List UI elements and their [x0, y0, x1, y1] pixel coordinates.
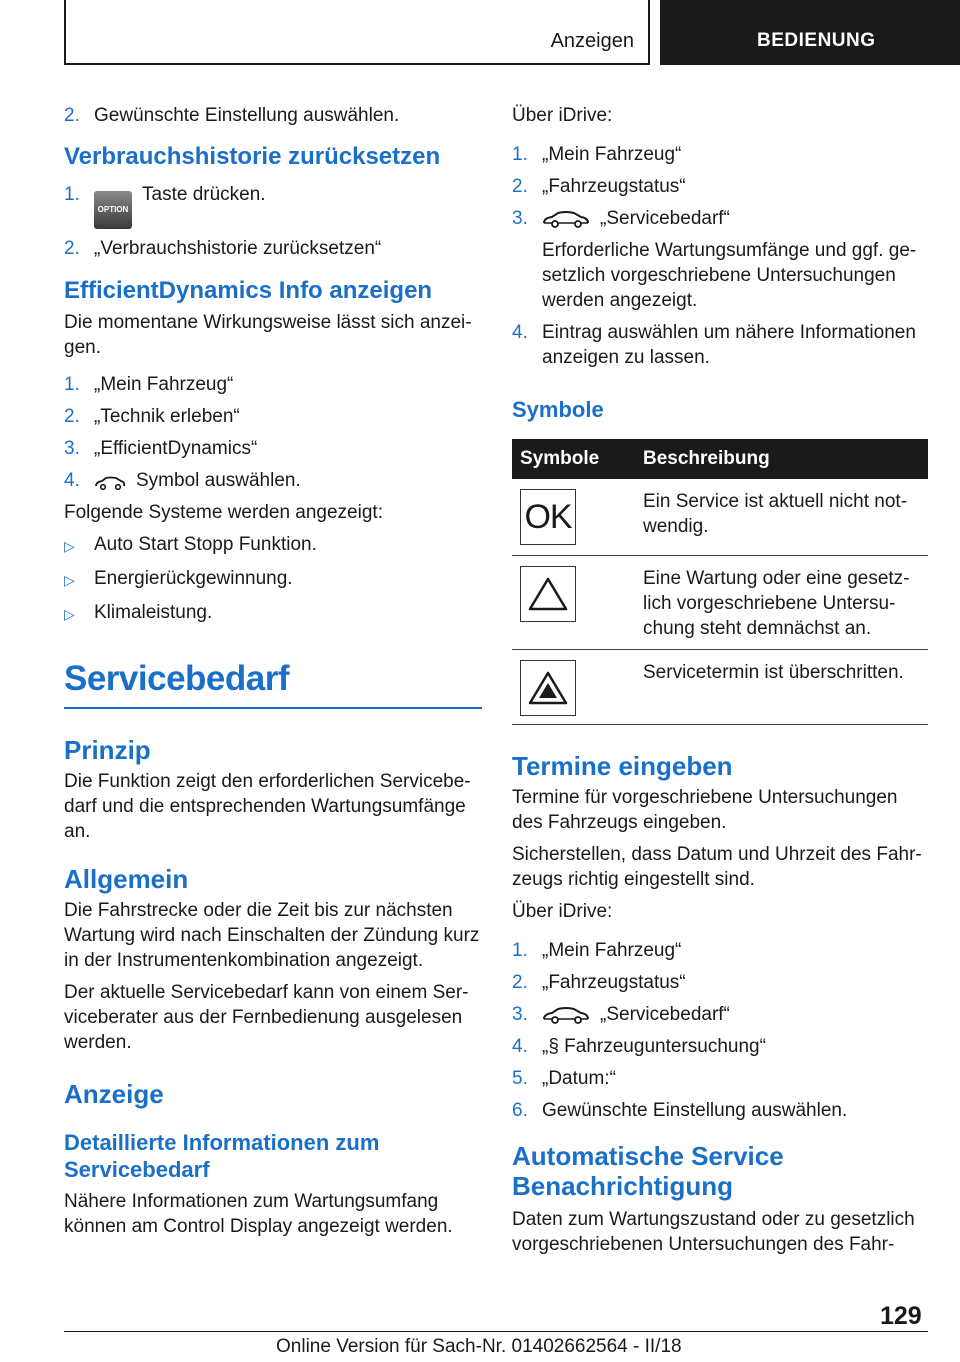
verbrauch-steps — [64, 182, 482, 261]
table-header-symbole: Symbole — [512, 439, 635, 479]
idrive-label-2: Über iDrive: — [512, 900, 613, 922]
systems-list — [64, 532, 482, 627]
efficient-steps — [64, 372, 482, 493]
heading-efficientdynamics: EfficientDynamics Info anzeigen — [64, 277, 433, 304]
table-row — [512, 479, 928, 555]
list-item: 3. „Servicebedarf“ Erforderliche Wartungsumfänge und ggf. gesetzlich vorgeschriebene Untersuchungen werden angezeigt. — [512, 206, 928, 313]
right-column — [512, 103, 928, 1264]
termine-steps — [512, 938, 928, 1123]
page-number: 129 — [880, 1302, 922, 1330]
warning-triangle-filled-icon — [520, 660, 576, 716]
option-button-icon: OPTION — [94, 191, 132, 229]
ok-icon: OK — [520, 489, 576, 545]
heading-symbole: Symbole — [512, 397, 604, 422]
header-section-label: Anzeigen — [550, 30, 634, 52]
section-rule — [64, 707, 482, 709]
car-icon — [94, 476, 126, 490]
heading-termine-eingeben: Termine eingeben — [512, 750, 733, 781]
warning-triangle-icon — [520, 566, 576, 622]
table-header-beschreibung: Beschreibung — [635, 439, 928, 479]
car-icon — [542, 210, 590, 228]
list-item: 1. „Mein Fahrzeug“ — [512, 144, 682, 165]
list-item: 1. „Mein Fahrzeug“ — [512, 939, 682, 961]
list-item: 2. „Technik erleben“ — [64, 406, 240, 427]
heading-prinzip: Prinzip — [64, 735, 151, 765]
heading-allgemein: Allgemein — [64, 864, 189, 894]
header-section-tab — [64, 0, 650, 65]
heading-anzeige: Anzeige — [64, 1079, 164, 1109]
list-item: 2. Gewünschte Einstellung auswählen. — [64, 105, 400, 126]
list-item: 6. Gewünschte Einstellung auswählen. — [512, 1099, 848, 1121]
heading-automatische-benachrichtigung: Automatische Service Benachrichtigung — [512, 1140, 784, 1201]
symbols-table — [512, 439, 928, 725]
prinzip-text: Die Funktion zeigt den erforderlichen Servicebedarf und die entsprechenden Wartungsumfänge an. — [64, 771, 471, 842]
list-item: 4. Eintrag auswählen um nähere Informationen anzeigen zu lassen. — [512, 322, 916, 368]
left-column — [64, 103, 482, 1246]
list-item: 2. „Fahrzeugstatus“ — [512, 176, 686, 197]
list-item: 3. „EfficientDynamics“ — [64, 438, 258, 459]
heading-verbrauchshistorie: Verbrauchshistorie zurücksetzen — [64, 143, 441, 170]
list-item: 2. „Verbrauchshistorie zurücksetzen“ — [64, 238, 382, 259]
list-item: ▷ Klimaleistung. — [64, 602, 213, 623]
idrive-label-1: Über iDrive: — [512, 105, 613, 126]
termine-text-2: Sicherstellen, dass Datum und Uhrzeit des Fahrzeugs richtig eingestellt sind. — [512, 843, 922, 890]
systems-intro: Folgende Systeme werden angezeigt: — [64, 502, 383, 523]
header-chapter-label: BEDIENUNG — [757, 30, 876, 51]
termine-text-1: Termine für vorgeschriebene Untersuchungen des Fahrzeugs eingeben. — [512, 786, 898, 833]
table-cell: Ein Service ist aktuell nicht notwendig. — [635, 479, 928, 555]
table-row — [512, 649, 928, 724]
service-step-note: Erforderliche Wartungsumfänge und ggf. gesetzlich vorgeschriebene Untersuchungen werden angezeigt. — [542, 240, 917, 311]
footer-rule — [64, 1331, 928, 1332]
heading-detaillierte-informationen: Detaillierte Informationen zum Servicebedarf — [64, 1130, 380, 1182]
service-steps — [512, 142, 928, 370]
table-cell: Servicetermin ist überschritten. — [635, 649, 928, 724]
carryover-steps — [64, 103, 482, 128]
allgemein-text-1: Die Fahrstrecke oder die Zeit bis zur nächsten Wartung wird nach Einschalten der Zündung kurz in der Instrumentenkombination angezeigt. — [64, 900, 480, 971]
efficient-intro: Die momentane Wirkungsweise lässt sich anzeigen. — [64, 312, 472, 358]
table-cell: Eine Wartung oder eine gesetzlich vorgeschriebene Untersuchung steht demnächst an. — [635, 555, 928, 649]
detail-text: Nähere Informationen zum Wartungsumfang können am Control Display angezeigt werden. — [64, 1191, 453, 1237]
footer-online-version: Online Version für Sach-Nr. 01402662564 - II/18 — [276, 1336, 682, 1357]
auto-text: Daten zum Wartungszustand oder zu gesetzlich vorgeschriebenen Untersuchungen des Fahr- — [512, 1208, 915, 1255]
heading-servicebedarf: Servicebedarf — [64, 659, 290, 698]
list-item: ▷ Energierückgewinnung. — [64, 568, 293, 589]
list-item: 4. Symbol auswählen. — [64, 470, 301, 491]
list-item: 5. „Datum:“ — [512, 1067, 616, 1089]
table-row — [512, 555, 928, 649]
list-item: 1. OPTIONTaste drücken. — [64, 182, 482, 229]
list-item: 3. „Servicebedarf“ — [512, 1003, 730, 1025]
allgemein-text-2: Der aktuelle Servicebedarf kann von einem Serviceberater aus der Fernbedienung ausgelesen werden. — [64, 982, 469, 1053]
header-chapter-tab — [660, 0, 960, 65]
list-item: 1. „Mein Fahrzeug“ — [64, 374, 234, 395]
list-item: 2. „Fahrzeugstatus“ — [512, 971, 686, 993]
list-item: ▷ Auto Start Stopp Funktion. — [64, 534, 317, 555]
list-item: 4. „§ Fahrzeuguntersuchung“ — [512, 1035, 766, 1057]
car-icon — [542, 1006, 590, 1024]
